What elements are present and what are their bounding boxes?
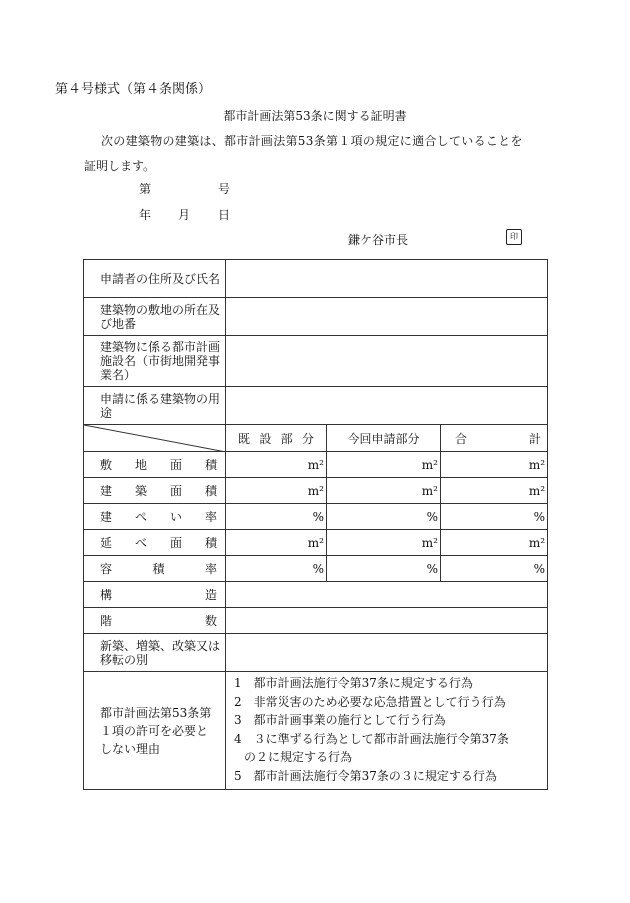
reason-item: 1 都市計画法施行令第37条に規定する行為 — [234, 676, 473, 690]
use-label: 申請に係る建築物の用途 — [84, 387, 226, 425]
reason-item: 3 都市計画事業の施行として行う行為 — [234, 713, 446, 727]
column-header-existing: 既設部分 — [226, 425, 327, 452]
unit-current: m² — [327, 478, 441, 504]
applicant-row — [84, 260, 548, 298]
certification-text-line-2: 証明します。 — [84, 159, 156, 173]
column-header-total: 合計 — [441, 425, 548, 452]
unit-existing: m² — [226, 452, 327, 478]
certificate-table — [83, 259, 548, 790]
column-header-current: 今回申請部分 — [327, 425, 441, 452]
unit-existing: % — [226, 504, 327, 530]
reasons-list — [226, 672, 548, 790]
document-title: 都市計画法第53条に関する証明書 — [223, 109, 407, 123]
construction-type-value — [226, 634, 548, 672]
cert-number-prefix: 第 — [139, 182, 152, 196]
reason-label: 都市計画法第53条第１項の許可を必要としない理由 — [84, 672, 226, 790]
applicant-value — [226, 260, 548, 298]
unit-total: % — [441, 556, 548, 582]
unit-current: % — [327, 504, 441, 530]
cert-number-suffix: 号 — [218, 182, 231, 196]
cert-date-month: 月 — [178, 208, 191, 222]
column-header-row — [84, 425, 548, 452]
cert-date-year: 年 — [139, 208, 152, 222]
floors-row — [84, 608, 548, 634]
floors-value — [226, 608, 548, 634]
diagonal-line — [84, 425, 226, 452]
area-row-building — [84, 478, 548, 504]
unit-total: m² — [441, 478, 548, 504]
unit-current: m² — [327, 452, 441, 478]
unit-existing: % — [226, 556, 327, 582]
unit-total: m² — [441, 452, 548, 478]
area-row-label: 建ぺい率 — [84, 504, 226, 530]
facility-label: 建築物に係る都市計画施設名（市街地開発事業名） — [84, 336, 226, 387]
applicant-label: 申請者の住所及び氏名 — [84, 260, 226, 298]
reason-item: 4 ３に準ずる行為として都市計画法施行令第37条 — [234, 731, 509, 746]
use-row — [84, 387, 548, 425]
area-row-ratio — [84, 556, 548, 582]
area-row-floor — [84, 530, 548, 556]
area-row-label: 建築面積 — [84, 478, 226, 504]
facility-value — [226, 336, 548, 387]
diagonal-cell — [84, 425, 226, 452]
reason-item: 5 都市計画法施行令第37条の３に規定する行為 — [234, 768, 497, 783]
reason-row — [84, 672, 548, 790]
area-row-site — [84, 452, 548, 478]
cert-date-day: 日 — [218, 208, 231, 222]
unit-total: m² — [441, 530, 548, 556]
construction-type-label: 新築、増築、改築又は移転の別 — [84, 634, 226, 672]
form-number: 第４号様式（第４条関係） — [55, 82, 212, 97]
area-row-label: 延べ面積 — [84, 530, 226, 556]
structure-label: 構造 — [84, 582, 226, 608]
construction-type-row — [84, 634, 548, 672]
reason-item: 2 非常災害のため必要な応急措置として行う行為 — [234, 694, 506, 709]
reason-item-continuation: の２に規定する行為 — [244, 750, 353, 764]
area-row-label: 容積率 — [84, 556, 226, 582]
area-row-label: 敷地面積 — [84, 452, 226, 478]
area-row-coverage — [84, 504, 548, 530]
unit-current: m² — [327, 530, 441, 556]
site-label: 建築物の敷地の所在及び地番 — [84, 298, 226, 336]
unit-existing: m² — [226, 530, 327, 556]
structure-row — [84, 582, 548, 608]
use-value — [226, 387, 548, 425]
seal-mark: 印 — [506, 229, 522, 245]
unit-current: % — [327, 556, 441, 582]
unit-total: % — [441, 504, 548, 530]
site-value — [226, 298, 548, 336]
issuer-name: 鎌ケ谷市長 — [348, 233, 409, 247]
site-row — [84, 298, 548, 336]
unit-existing: m² — [226, 478, 327, 504]
structure-value — [226, 582, 548, 608]
floors-label: 階数 — [84, 608, 226, 634]
facility-row — [84, 336, 548, 387]
certification-text-line-1: 次の建築物の建築は、都市計画法第53条第１項の規定に適合していることを — [101, 134, 523, 148]
